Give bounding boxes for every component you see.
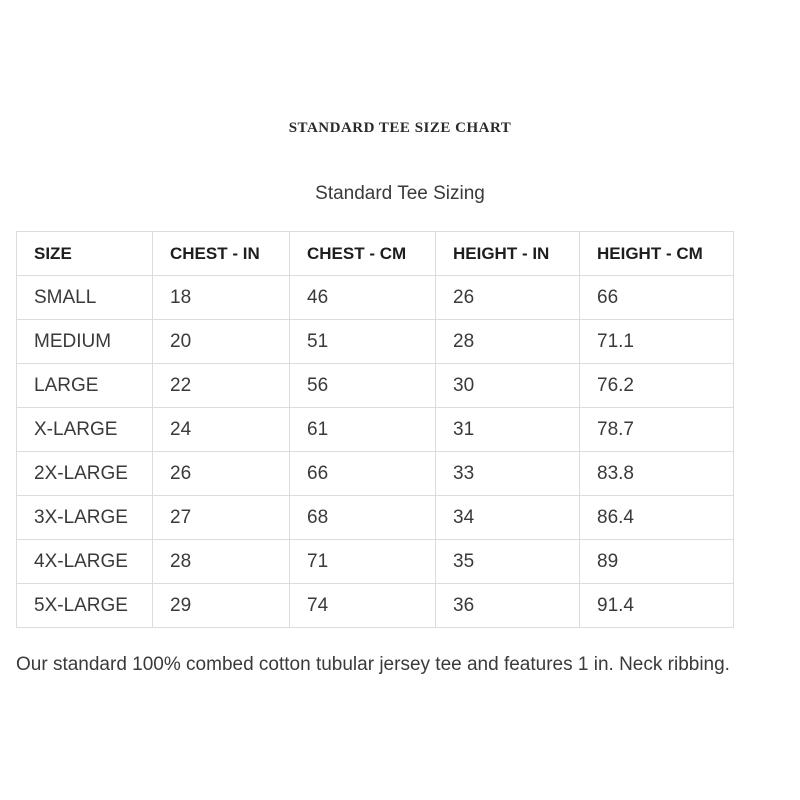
cell-chest-cm: 61 <box>290 408 436 452</box>
cell-size: 5X-LARGE <box>17 584 153 628</box>
cell-height-in: 28 <box>436 320 580 364</box>
table-row <box>17 496 734 540</box>
cell-height-cm: 83.8 <box>580 452 734 496</box>
table-row <box>17 276 734 320</box>
header-height-cm: HEIGHT - CM <box>580 232 734 276</box>
table-row <box>17 408 734 452</box>
size-chart-table <box>16 231 734 628</box>
table-row <box>17 364 734 408</box>
cell-chest-cm: 71 <box>290 540 436 584</box>
cell-height-in: 34 <box>436 496 580 540</box>
cell-height-cm: 86.4 <box>580 496 734 540</box>
cell-chest-in: 27 <box>153 496 290 540</box>
cell-height-cm: 89 <box>580 540 734 584</box>
cell-height-cm: 66 <box>580 276 734 320</box>
cell-chest-in: 28 <box>153 540 290 584</box>
header-height-in: HEIGHT - IN <box>436 232 580 276</box>
table-row <box>17 584 734 628</box>
table-header-row <box>17 232 734 276</box>
cell-height-cm: 91.4 <box>580 584 734 628</box>
cell-chest-in: 18 <box>153 276 290 320</box>
cell-height-in: 33 <box>436 452 580 496</box>
table-row <box>17 452 734 496</box>
cell-chest-in: 29 <box>153 584 290 628</box>
table-row <box>17 540 734 584</box>
cell-chest-cm: 56 <box>290 364 436 408</box>
cell-chest-cm: 46 <box>290 276 436 320</box>
cell-height-in: 30 <box>436 364 580 408</box>
page-title: STANDARD TEE SIZE CHART <box>288 120 512 136</box>
cell-size: LARGE <box>17 364 153 408</box>
cell-chest-in: 20 <box>153 320 290 364</box>
cell-height-in: 31 <box>436 408 580 452</box>
cell-size: 3X-LARGE <box>17 496 153 540</box>
cell-chest-cm: 74 <box>290 584 436 628</box>
cell-size: 2X-LARGE <box>17 452 153 496</box>
cell-height-in: 36 <box>436 584 580 628</box>
cell-chest-cm: 68 <box>290 496 436 540</box>
cell-size: SMALL <box>17 276 153 320</box>
product-description: Our standard 100% combed cotton tubular jersey tee and features 1 in. Neck ribbing. <box>16 654 730 675</box>
header-size: SIZE <box>17 232 153 276</box>
cell-chest-in: 24 <box>153 408 290 452</box>
header-chest-in: CHEST - IN <box>153 232 290 276</box>
cell-height-in: 35 <box>436 540 580 584</box>
cell-size: X-LARGE <box>17 408 153 452</box>
cell-height-cm: 76.2 <box>580 364 734 408</box>
cell-chest-cm: 51 <box>290 320 436 364</box>
cell-height-in: 26 <box>436 276 580 320</box>
cell-chest-in: 26 <box>153 452 290 496</box>
cell-height-cm: 71.1 <box>580 320 734 364</box>
cell-chest-in: 22 <box>153 364 290 408</box>
cell-size: 4X-LARGE <box>17 540 153 584</box>
cell-size: MEDIUM <box>17 320 153 364</box>
header-chest-cm: CHEST - CM <box>290 232 436 276</box>
cell-chest-cm: 66 <box>290 452 436 496</box>
cell-height-cm: 78.7 <box>580 408 734 452</box>
table-row <box>17 320 734 364</box>
table-caption: Standard Tee Sizing <box>315 183 485 204</box>
